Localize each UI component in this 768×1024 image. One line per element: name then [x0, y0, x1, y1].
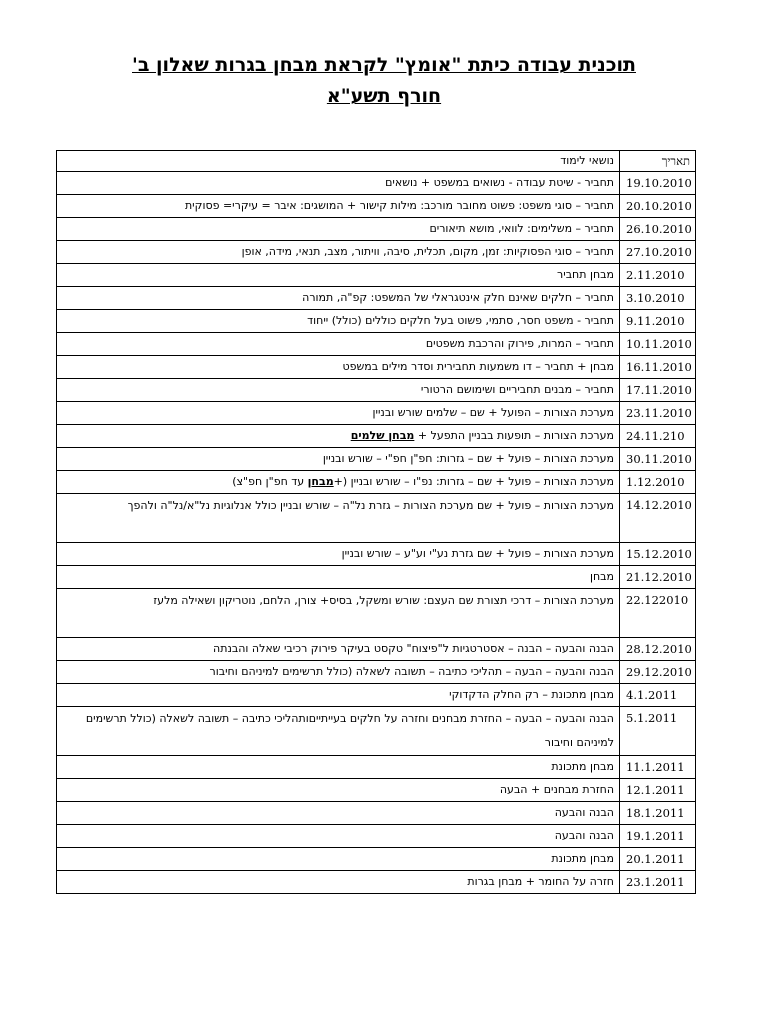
- table-row: [57, 779, 696, 802]
- row-date: 4.1.2011: [620, 684, 696, 707]
- row-topic-text: מערכת הצורות – תופעות בבניין התפעל +: [414, 429, 614, 442]
- table-row: [57, 195, 696, 218]
- table-row: [57, 638, 696, 661]
- table-row: [57, 241, 696, 264]
- row-topic: הבנה והבעה: [57, 825, 620, 848]
- row-topic: מבחן מתכונת: [57, 756, 620, 779]
- header-date: תאריך: [620, 151, 696, 172]
- row-topic: מבחן: [57, 566, 620, 589]
- row-date: 19.10.2010: [620, 172, 696, 195]
- table-row: [57, 356, 696, 379]
- row-date: 12.1.2011: [620, 779, 696, 802]
- row-date: 23.1.2011: [620, 871, 696, 894]
- table-row: [57, 264, 696, 287]
- row-topic: הבנה והבעה – הבעה – החזרת מבחנים וחזרה על חלקים בעייתייםותהליכי כתיבה – תשובה לשאלה (כולל תרשימים למיניהם וחיבור: [57, 707, 620, 756]
- row-topic: תחביר – משלימים: לוואי, מושא תיאורים: [57, 218, 620, 241]
- row-topic-emphasis: מבחן שלמים: [350, 429, 415, 442]
- row-topic-emphasis: מבחן: [307, 475, 334, 488]
- row-topic: תחביר – סוגי הפסוקיות: זמן, מקום, תכלית, סיבה, וויתור, מצב, תנאי, מידה, אופן: [57, 241, 620, 264]
- row-topic-text-end: עד חפ"ן חפ"צ): [232, 475, 308, 488]
- row-topic: החזרת מבחנים + הבעה: [57, 779, 620, 802]
- table-row: [57, 661, 696, 684]
- row-date: 20.10.2010: [620, 195, 696, 218]
- table-row: [57, 172, 696, 195]
- table-row: [57, 402, 696, 425]
- table-row: [57, 848, 696, 871]
- table-row: [57, 379, 696, 402]
- header-topic: נושאי לימוד: [57, 151, 620, 172]
- row-date: 19.1.2011: [620, 825, 696, 848]
- table-row: [57, 425, 696, 448]
- schedule-table: [56, 150, 696, 894]
- row-topic: תחביר – סוגי משפט: פשוט מחובר מורכב: מילות קישור + המושגים: איבר = עיקרי= פסוקית: [57, 195, 620, 218]
- row-date: 26.10.2010: [620, 218, 696, 241]
- table-row: [57, 707, 696, 756]
- row-topic: מערכת הצורות – דרכי תצורת שם העצם: שורש ומשקל, בסיס+ צורן, הלחם, נוטריקון ושאילה מלעז: [57, 589, 620, 638]
- row-date: 3.10.2010: [620, 287, 696, 310]
- table-row: [57, 310, 696, 333]
- table-row: [57, 871, 696, 894]
- table-row: [57, 589, 696, 638]
- row-topic: תחביר – חלקים שאינם חלק אינטגראלי של המשפט: קפ"ה, תמורה: [57, 287, 620, 310]
- document-title: [40, 50, 728, 112]
- row-date: 16.11.2010: [620, 356, 696, 379]
- row-topic-text: מערכת הצורות – פועל + שם – גזרות: נפ"ו – שורש ובניין (+: [333, 475, 614, 488]
- row-topic: מבחן + תחביר – דו משמעות תחבירית וסדר מילים במשפט: [57, 356, 620, 379]
- row-topic: מבחן תחביר: [57, 264, 620, 287]
- row-topic: [57, 471, 620, 494]
- row-date: 15.12.2010: [620, 543, 696, 566]
- table-row: [57, 287, 696, 310]
- row-date: 23.11.2010: [620, 402, 696, 425]
- table-row: [57, 333, 696, 356]
- row-date: 14.12.2010: [620, 494, 696, 543]
- row-date: 2.11.2010: [620, 264, 696, 287]
- row-topic: מבחן מתכונת – רק החלק הדקדוקי: [57, 684, 620, 707]
- table-row: [57, 566, 696, 589]
- row-topic: [57, 425, 620, 448]
- row-topic: תחביר – המרות, פירוק והרכבת משפטים: [57, 333, 620, 356]
- row-topic: תחביר - משפט חסר, סתמי, פשוט בעל חלקים כוללים (כולל) ייחוד: [57, 310, 620, 333]
- table-header-row: [57, 151, 696, 172]
- row-date: 18.1.2011: [620, 802, 696, 825]
- row-topic: מבחן מתכונת: [57, 848, 620, 871]
- row-topic: הבנה והבעה – הבעה – תהליכי כתיבה – תשובה לשאלה (כולל תרשימים למיניהם וחיבור: [57, 661, 620, 684]
- row-topic: תחביר – מבנים תחביריים ושימושם הרטורי: [57, 379, 620, 402]
- row-date: 9.11.2010: [620, 310, 696, 333]
- table-row: [57, 448, 696, 471]
- table-row: [57, 218, 696, 241]
- row-topic: תחביר - שיטת עבודה - נשואים במשפט + נושאים: [57, 172, 620, 195]
- row-topic: הבנה והבעה: [57, 802, 620, 825]
- title-line-2: חורף תשע"א: [326, 85, 442, 107]
- table-row: [57, 684, 696, 707]
- row-date: 21.12.2010: [620, 566, 696, 589]
- table-row: [57, 756, 696, 779]
- table-row: [57, 543, 696, 566]
- row-date: 1.12.2010: [620, 471, 696, 494]
- row-date: 10.11.2010: [620, 333, 696, 356]
- row-topic: הבנה והבעה – הבנה – אסטרטגיות ל"פיצוח" טקסט בעיקר פירוק רכיבי שאלה והבנתה: [57, 638, 620, 661]
- table-row: [57, 494, 696, 543]
- row-date: 30.11.2010: [620, 448, 696, 471]
- row-date: 11.1.2011: [620, 756, 696, 779]
- row-topic: מערכת הצורות – פועל + שם מערכת הצורות – גזרת נל"ה – שורש ובניין כולל אנלוגיות נל"א/נל"ה ולהפך: [57, 494, 620, 543]
- row-topic: מערכת הצורות – פועל + שם גזרת נע"י וע"ע – שורש ובניין: [57, 543, 620, 566]
- row-date: 28.12.2010: [620, 638, 696, 661]
- row-date: 29.12.2010: [620, 661, 696, 684]
- row-topic: חזרה על החומר + מבחן בגרות: [57, 871, 620, 894]
- row-date: 24.11.210: [620, 425, 696, 448]
- table-row: [57, 825, 696, 848]
- title-line-1: תוכנית עבודה כיתת "אומץ" לקראת מבחן בגרות שאלון ב': [132, 54, 636, 76]
- row-date: 17.11.2010: [620, 379, 696, 402]
- table-row: [57, 471, 696, 494]
- row-topic: מערכת הצורות – פועל + שם – גזרות: חפ"ן חפ"י – שורש ובניין: [57, 448, 620, 471]
- row-date: 27.10.2010: [620, 241, 696, 264]
- table-row: [57, 802, 696, 825]
- row-date: 20.1.2011: [620, 848, 696, 871]
- row-date: 22.122010: [620, 589, 696, 638]
- row-date: 5.1.2011: [620, 707, 696, 756]
- row-topic: מערכת הצורות – הפועל + שם – שלמים שורש ובניין: [57, 402, 620, 425]
